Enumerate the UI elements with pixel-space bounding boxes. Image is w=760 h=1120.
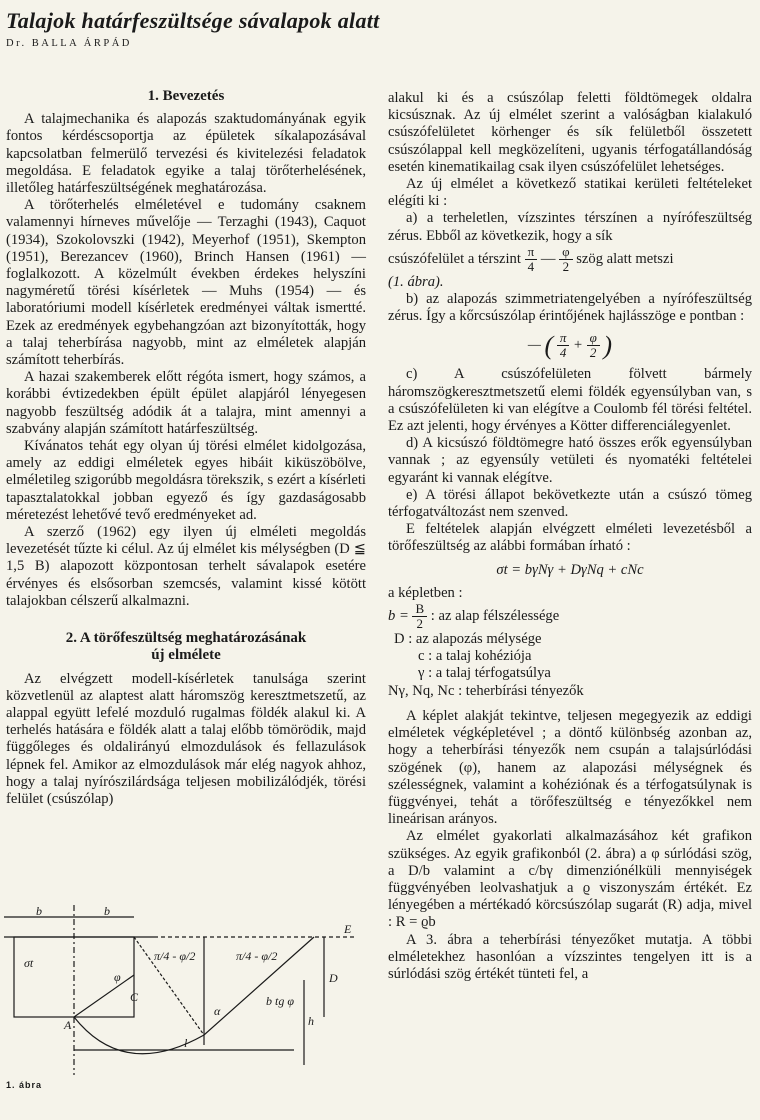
text: szög alatt metszi [576,250,674,267]
label-A: A [64,1018,72,1032]
paren: ( [544,331,554,361]
figure-1-diagram [4,905,366,1083]
denominator: 2 [589,345,597,361]
label-alpha: α [214,1004,221,1018]
denominator: 2 [562,258,570,274]
paragraph: alakul ki és a csúszólap feletti földtömegek oldalra kicsúsznak. Az új elmélet szerint a valóságban kialakuló csúszófelületet körhenger és sík felületből összetett csúszólappal kell megközelíteni, ugyanis térfogatállandóság esetén kinematikailag csak ilyen csúszófelület lehetséges. [388,90,752,175]
numerator: φ [559,245,573,260]
label-l: l [184,1036,188,1050]
label-D: D [329,971,338,985]
fraction [412,602,427,631]
angle-formula [388,331,752,360]
denominator: 4 [559,345,567,361]
label-b-left: b [36,905,42,918]
symbol: b = [388,607,409,624]
numerator: π [525,245,538,260]
condition-b: b) az alapozás szimmetriatengelyében a nyírófeszültség zérus. Így a kőrcsúszólap érintőjének hajlásszöge e pontban : [388,291,752,325]
where-line: a képletben : [388,584,463,601]
section-heading-introduction: 1. Bevezetés [147,88,225,104]
condition-a: a) a terheletlen, vízszintes térszínen a nyírófeszültség zérus. Ebből az következik, hogy a sík [388,210,752,244]
paragraph: E feltételek alapján elvégzett elméleti levezetésből a törőfeszültség az alábbi formában írható : [388,521,752,555]
paragraph: A képlet alakját tekintve, teljesen megegyezik az eddigi elméletek végképletével ; a döntő különbség azonban az, hogy a teherbírási tényezők nem csupán a talajsúrlódási szögének (φ), hanem az alapozási mélységnek és szélességnek, valamint a kohéziónak és a térfogatsúlynak is függvényei, tehát a törőfeszültség e tényezőkkel nem lineárisan arányos. [388,707,752,828]
condition-c: c) A csúszófelületen fölvett bármely háromszögkeresztmetszetű elemi földék egyensúlyban van, s a csúszófelületen ki van elégítve a Coulomb fél törési feltétel. Ez azt jelenti, hogy érvényes a Kötter differenciálegyenlet. [388,366,752,435]
definition-D: D : az alapozás mélysége [394,631,542,648]
heading-line: új elmélete [151,647,221,664]
section-heading-theory [6,630,366,664]
paragraph: A talajmechanika és alapozás szaktudományának egyik fontos kérdéscsoportja az épületek síkalapozásával kapcsolatban felmerülő tervezési és kivitelezési feladatok megoldása. E feladatok egyike a talaj törőterhelésének, illetőleg határfeszültségének meghatározása. [6,111,366,197]
bearing-formula: σt = bγNγ + DγNq + cNc [496,561,644,578]
label-b-right: b [104,905,110,918]
paren: ) [603,331,613,361]
right-column [388,90,752,983]
plus-sign: + [573,337,583,354]
paragraph: A törőterhelés elméletével e tudomány csaknem valamennyi hírneves művelője — Terzaghi (1943), Caquot (1934), Szokolovszki (1942), Meyerhof (1951), Skempton (1951), Berezancev (1960), Brinch Hansen (1961) — foglalkozott. A közelmúlt években érdekes helyszíni nagyméretű törési kísérletek — Muhs (1954) — és laboratóriumi modell kísérletek eredményei váltak ismertté. Ezek az eredmények egybehangzóan azt bizonyították, hogy a talaj teherbírása nagyobb, mint az elméletek alapján számított teherbírás. [6,197,366,369]
label-sigma: σt [24,956,34,970]
denominator: 2 [416,616,424,632]
paragraph: Az elvégzett modell-kísérletek tanulsága szerint közvetlenül az alaptest alatt háromszög keresztmetszetű, az alappal együtt lefelé mozduló rugalmas földék alakul ki. A terhelés hatására e földék alatt a talaj előbb tömörödik, majd függőleges és oldalirányú elmozdulások és fellazulások lépnek fel. Amikor az elmozdulások már elég nagyok ahhoz, hogy a talaj nyírószilárdsága teljesen mobilizálódjék, törési felület (csúszólap) [6,670,366,807]
text: csúszófelület a térszint [388,250,521,267]
definition-gamma: γ : a talaj térfogatsúlya [418,665,551,682]
minus-sign: — [540,250,556,267]
label-phi: φ [114,970,121,984]
paragraph: Az elmélet gyakorlati alkalmazásához két grafikon szükséges. Az egyik grafikonból (2. ábra) a φ súrlódási szög, a D/b valamint a c/bγ dimenziónélküli mennyiségek függvényében leolvashatjuk a ϱ viszonyszám értékét. Ez lényegében a mértékadó körcsúszólap sugarát (R) adja, mivel : R = ϱb [388,828,752,931]
figure-reference: (1. ábra). [388,273,444,290]
heading-line: 2. A törőfeszültség meghatározásának [65,630,307,647]
paragraph: A hazai szakemberek előtt régóta ismert, hogy számos, a korábbi évtizedekben épült épület alapjáról lényegesen nagyobb feszültség adódik át a talajra, mint amennyi a szabvány alapján számított határfeszültség. [6,369,366,437]
paragraph: A szerző (1962) egy ilyen új elméleti megoldás levezetését tűzte ki célul. Az új elmélet kis mélységben (D ≦ 1,5 B) alapozott központosan terhelt sávalapok esetére érvényes és elsősorban szemcsés, valamint kissé kötött talajokban célszerű alkalmazni. [6,524,366,609]
fraction [559,245,573,274]
paragraph: Kívánatos tehát egy olyan új törési elmélet kidolgozása, amely az eddigi elméletek egyes hibáit kiküszöbölve, elméletileg szigorúbb megoldásra törekszik, s ezért a kísérleti tapasztalatokkal jobban egyező és így gazdaságosabb méretezést lehetővé tevő eredményeket ad. [6,438,366,523]
condition-d: d) A kicsúszó földtömegre ható összes erők egyensúlyban vannak ; az egyensúly vetületi és nyomatéki feltételei egyaránt ki vannak elégítve. [388,435,752,486]
condition-e: e) A törési állapot bekövetkezte után a csúszó tömeg térfogatváltozást nem szenved. [388,486,752,521]
text: : az alap félszélessége [430,607,560,624]
label-angle-2: π/4 - φ/2 [236,949,278,963]
numerator: π [557,331,570,346]
fraction [525,245,538,274]
definition-N: Nγ, Nq, Nc : teherbírási tényezők [388,682,584,699]
denominator: 4 [527,258,535,274]
figure-caption: 1. ábra [6,1080,43,1090]
paragraph: Az új elmélet a következő statikai kerületi feltételeket elégíti ki : [388,176,752,210]
article-title: Talajok határfeszültsége sávalapok alatt [6,8,380,33]
definition-b [388,602,752,631]
definition-c: c : a talaj kohéziója [418,648,532,665]
numerator: B [412,602,427,617]
minus-sign: — [527,337,541,354]
left-column [6,88,366,808]
slip-surface-svg [4,905,366,1083]
paragraph: A 3. ábra a teherbírási tényezőket mutatja. A többi elméletekhez hasonlóan a vízszintes tengelyen itt is a súrlódási szög értékét tünteti fel, a [388,931,752,982]
fraction [587,331,600,360]
label-E: E [344,922,352,936]
label-angle: π/4 - φ/2 [154,949,196,963]
fraction [557,331,570,360]
label-btgphi: b tg φ [266,994,294,1008]
wedge-line [74,975,134,1017]
label-C: C [130,990,139,1004]
label-h: h [308,1014,314,1028]
condition-a-continued [388,245,752,274]
numerator: φ [587,331,600,346]
author-line: Dr. BALLA ÁRPÁD [6,38,132,49]
